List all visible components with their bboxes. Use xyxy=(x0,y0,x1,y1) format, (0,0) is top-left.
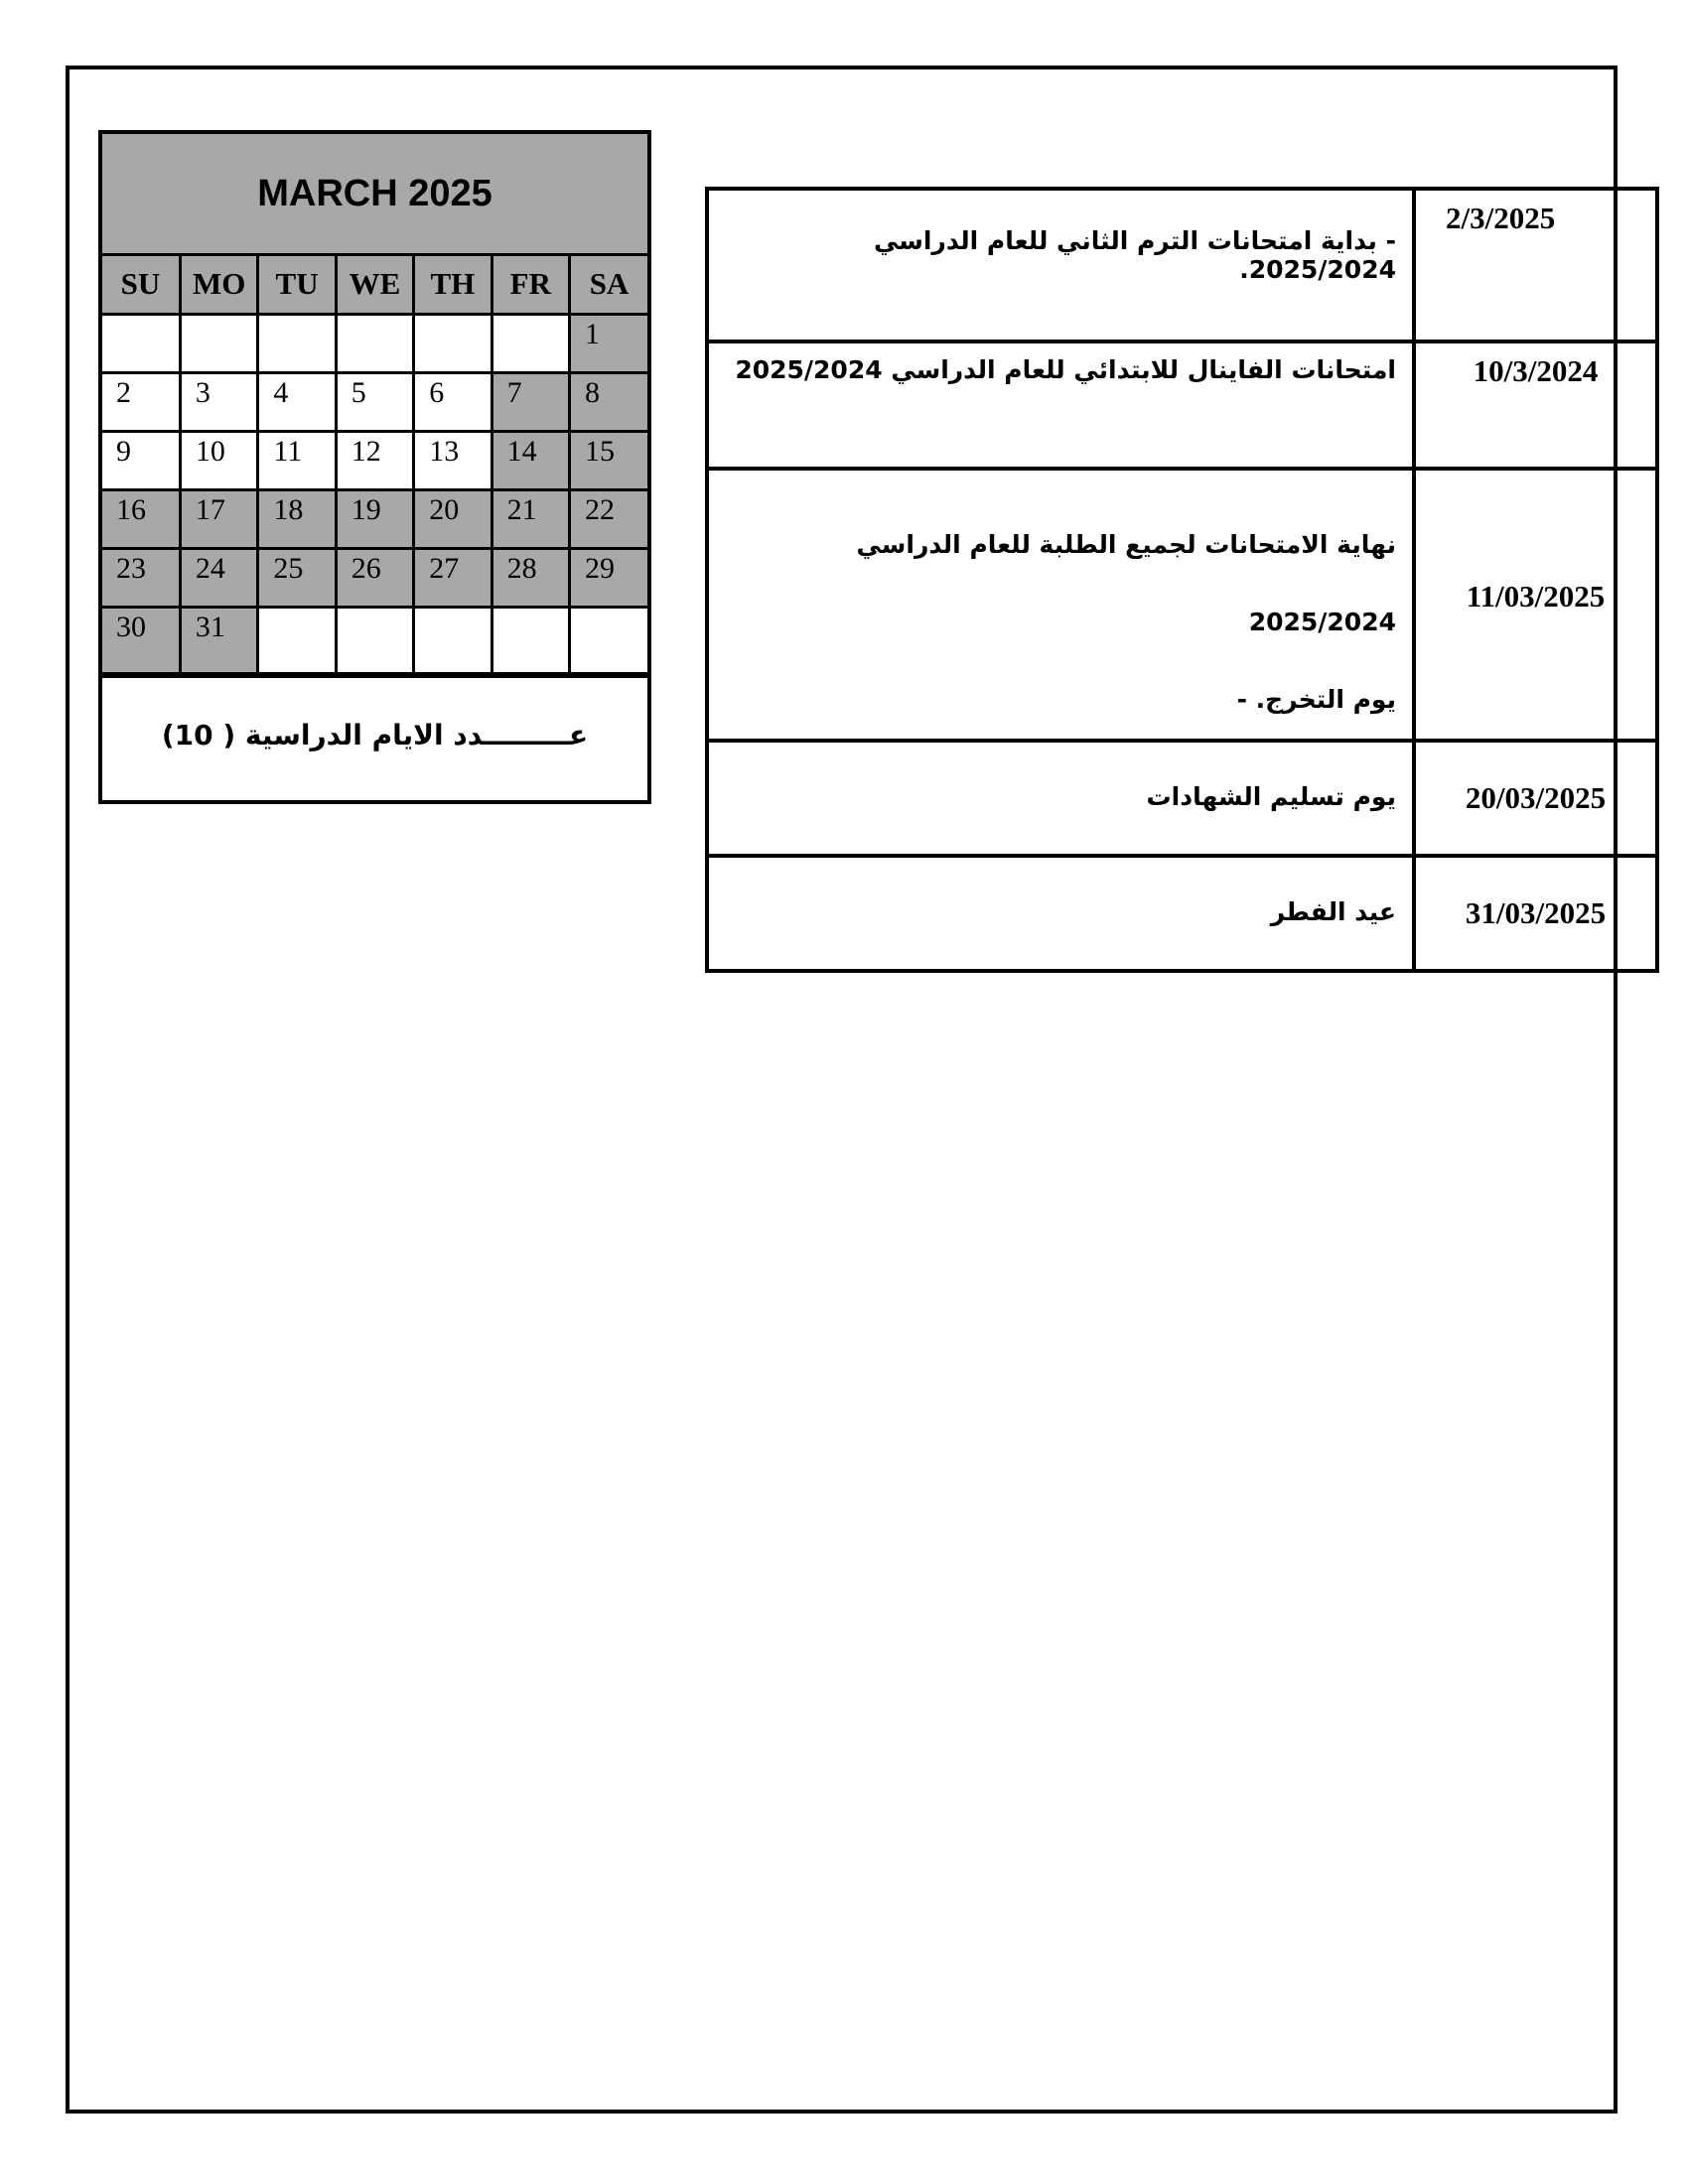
event-date: 20/03/2025 xyxy=(1414,741,1657,856)
day-cell-holiday: 21 xyxy=(492,489,569,548)
day-cell xyxy=(414,314,492,372)
day-cell xyxy=(336,314,413,372)
day-cell-holiday: 22 xyxy=(570,489,647,548)
day-cell: 3 xyxy=(180,372,257,431)
day-cell-holiday: 27 xyxy=(414,548,492,607)
events-table xyxy=(705,187,1659,973)
day-cell xyxy=(180,314,257,372)
day-cell-holiday: 8 xyxy=(570,372,647,431)
day-cell-holiday: 23 xyxy=(102,548,180,607)
event-line: يوم تسليم الشهادات xyxy=(1146,781,1396,811)
event-date: 31/03/2025 xyxy=(1414,856,1657,971)
day-cell xyxy=(570,607,647,673)
weekday-mo: MO xyxy=(180,256,257,314)
weekday-fr: FR xyxy=(492,256,569,314)
day-cell-holiday: 15 xyxy=(570,431,647,489)
event-date: 10/3/2024 xyxy=(1414,341,1657,469)
day-cell-holiday: 17 xyxy=(180,489,257,548)
event-description xyxy=(707,189,1414,341)
event-row xyxy=(707,341,1657,469)
day-cell xyxy=(258,607,336,673)
day-cell-holiday: 18 xyxy=(258,489,336,548)
event-line: يوم التخرج. - xyxy=(1236,685,1396,714)
day-cell-holiday: 26 xyxy=(336,548,413,607)
event-description xyxy=(707,341,1414,469)
day-cell-holiday: 30 xyxy=(102,607,180,673)
day-cell-holiday: 29 xyxy=(570,548,647,607)
event-line: نهاية الامتحانات لجميع الطلبة للعام الدراسي 2025/2024 xyxy=(856,530,1396,636)
day-cell xyxy=(492,607,569,673)
calendar-week-4 xyxy=(102,489,647,548)
day-cell: 4 xyxy=(258,372,336,431)
day-cell: 10 xyxy=(180,431,257,489)
calendar-week-2 xyxy=(102,372,647,431)
weekday-tu: TU xyxy=(258,256,336,314)
day-cell: 5 xyxy=(336,372,413,431)
day-cell-holiday: 19 xyxy=(336,489,413,548)
weekday-sa: SA xyxy=(570,256,647,314)
calendar-title: MARCH 2025 xyxy=(102,134,647,256)
day-cell: 6 xyxy=(414,372,492,431)
day-cell-holiday: 1 xyxy=(570,314,647,372)
day-cell xyxy=(414,607,492,673)
calendar-grid xyxy=(102,256,647,675)
march-calendar xyxy=(98,130,651,804)
weekday-th: TH xyxy=(414,256,492,314)
calendar-week-5 xyxy=(102,548,647,607)
day-cell xyxy=(492,314,569,372)
event-line: امتحانات الفاينال للابتدائي للعام الدراسي 2025/2024 xyxy=(735,355,1396,384)
day-cell-holiday: 25 xyxy=(258,548,336,607)
event-description xyxy=(707,856,1414,971)
day-cell xyxy=(336,607,413,673)
event-row xyxy=(707,189,1657,341)
calendar-week-1 xyxy=(102,314,647,372)
calendar-week-6 xyxy=(102,607,647,673)
day-cell-holiday: 20 xyxy=(414,489,492,548)
event-row xyxy=(707,741,1657,856)
event-date: 11/03/2025 xyxy=(1414,469,1657,741)
day-cell-holiday: 31 xyxy=(180,607,257,673)
weekday-su: SU xyxy=(102,256,180,314)
weekday-header-row xyxy=(102,256,647,314)
weekday-we: WE xyxy=(336,256,413,314)
day-cell-holiday: 14 xyxy=(492,431,569,489)
day-cell: 13 xyxy=(414,431,492,489)
day-cell-holiday: 24 xyxy=(180,548,257,607)
event-line: عيد الفطر xyxy=(1270,896,1396,926)
calendar-week-3 xyxy=(102,431,647,489)
day-cell xyxy=(258,314,336,372)
day-cell: 9 xyxy=(102,431,180,489)
event-row xyxy=(707,469,1657,741)
event-description xyxy=(707,741,1414,856)
day-cell-holiday: 7 xyxy=(492,372,569,431)
event-row xyxy=(707,856,1657,971)
day-cell: 11 xyxy=(258,431,336,489)
school-days-count: عـــــــــدد الايام الدراسية ( 10) xyxy=(102,675,647,792)
event-line: - بداية امتحانات الترم الثاني للعام الدراسي 2025/2024. xyxy=(873,226,1396,284)
day-cell-holiday: 28 xyxy=(492,548,569,607)
day-cell-holiday: 16 xyxy=(102,489,180,548)
day-cell: 2 xyxy=(102,372,180,431)
day-cell xyxy=(102,314,180,372)
day-cell: 12 xyxy=(336,431,413,489)
event-description xyxy=(707,469,1414,741)
event-date: 2/3/2025 xyxy=(1414,189,1657,341)
